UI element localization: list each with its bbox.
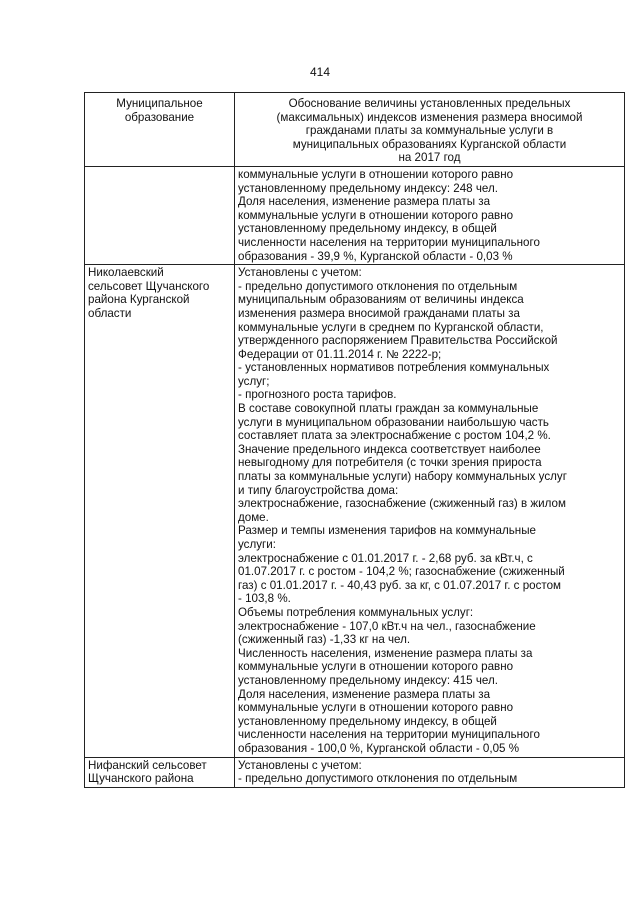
text-line: - предельно допустимого отклонения по отдельным <box>238 772 518 786</box>
text-line: услуги: <box>238 538 276 551</box>
text-line: коммунальные услуги в отношении которого равно <box>238 167 514 181</box>
text-line: 01.07.2017 г. с ростом - 104,2 %; газоснабжение (сжиженный <box>238 565 565 579</box>
municipality-line: Щучанского района <box>88 772 194 786</box>
text-line: услуг; <box>238 374 270 388</box>
text-line: Федерации от 01.11.2014 г. № 2222-р; <box>238 347 442 361</box>
text-line: коммунальные услуги в отношении которого равно <box>238 660 514 674</box>
header-col2-line: Обоснование величины установленных предельных <box>288 97 571 110</box>
header-col1-line: образование <box>124 110 195 124</box>
text-line: электроснабжение, газоснабжение (сжиженный газ) в жилом <box>238 497 566 511</box>
text-line: Объемы потребления коммунальных услуг: <box>238 605 474 619</box>
justification-table <box>84 92 625 788</box>
text-line: установленному предельному индексу: 415 чел. <box>238 673 498 687</box>
text-line: коммунальные услуги в среднем по Курганской области, <box>238 320 544 334</box>
text-line: Численность населения, изменение размера платы за <box>238 646 533 660</box>
text-line: численности населения на территории муниципального <box>238 728 540 742</box>
text-line: и типу благоустройства дома: <box>238 483 399 497</box>
text-line: Доля населения, изменение размера платы за <box>238 195 491 209</box>
text-line: доме. <box>238 510 269 524</box>
justification-cell <box>235 265 625 757</box>
municipality-cell <box>85 265 235 757</box>
text-line: установленному предельному индексу: 248 чел. <box>238 181 498 195</box>
text-line: коммунальные услуги в отношении которого равно <box>238 701 514 715</box>
header-col1-line: Муниципальное <box>116 97 203 110</box>
municipality-line: сельсовет Щучанского <box>88 279 210 293</box>
header-col2-line: гражданами платы за коммунальные услуги в <box>305 124 554 138</box>
text-line: Установлены с учетом: <box>238 758 362 772</box>
table-row <box>85 265 625 757</box>
text-line: услуги в муниципальном образовании наибольшую часть <box>238 415 549 429</box>
text-line: газ) с 01.01.2017 г. - 40,43 руб. за кг, с 01.07.2017 г. с ростом <box>238 578 561 592</box>
text-line: Доля населения, изменение размера платы за <box>238 687 491 701</box>
text-line: Размер и темпы изменения тарифов на коммунальные <box>238 524 536 538</box>
municipality-line: Николаевский <box>88 266 164 280</box>
text-line: образования - 100,0 %, Курганской области - 0,05 % <box>238 741 520 755</box>
table-header-row <box>85 93 625 167</box>
text-line: составляет плата за электроснабжение с ростом 104,2 %. <box>238 429 551 443</box>
municipality-line: Нифанский сельсовет <box>88 758 207 772</box>
header-col2-line: на 2017 год <box>398 151 461 165</box>
text-line: - 103,8 %. <box>238 592 291 606</box>
text-line: образования - 39,9 %, Курганской области - 0,03 % <box>238 249 513 263</box>
text-line: Значение предельного индекса соответствует наиболее <box>238 442 541 456</box>
municipality-cell <box>85 166 235 264</box>
text-line: изменения размера вносимой гражданами платы за <box>238 306 520 320</box>
text-line: невыгодному для потребителя (с точки зрения прироста <box>238 456 542 470</box>
text-line: В составе совокупной платы граждан за коммунальные <box>238 402 539 416</box>
text-line: муниципальным образованиям от величины индекса <box>238 293 524 307</box>
text-line: платы за коммунальные услуги) набору коммунальных услуг <box>238 470 567 484</box>
header-col2-line: (максимальных) индексов изменения размера вносимой <box>276 110 583 124</box>
text-line: коммунальные услуги в отношении которого равно <box>238 208 514 222</box>
text-line: утвержденного распоряжением Правительства Российской <box>238 334 558 348</box>
justification-cell <box>235 757 625 787</box>
text-line: численности населения на территории муниципального <box>238 235 540 249</box>
header-col2-line: муниципальных образованиях Курганской области <box>292 137 567 151</box>
text-line: Установлены с учетом: <box>238 266 362 280</box>
table-row <box>85 166 625 264</box>
text-line: - установленных нормативов потребления коммунальных <box>238 361 550 375</box>
text-line: электроснабжение с 01.01.2017 г. - 2,68 руб. за кВт.ч, с <box>238 551 533 565</box>
text-line: установленному предельному индексу, в общей <box>238 222 497 236</box>
municipality-line: области <box>88 306 132 320</box>
header-justification <box>235 93 625 167</box>
municipality-line: района Курганской <box>88 293 190 307</box>
justification-cell <box>235 166 625 264</box>
text-line: электроснабжение - 107,0 кВт.ч на чел., газоснабжение <box>238 619 536 633</box>
text-line: (сжиженный газ) -1,33 кг на чел. <box>238 633 411 647</box>
header-municipality <box>85 93 235 167</box>
text-line: - прогнозного роста тарифов. <box>238 388 397 402</box>
page-number: 414 <box>309 65 331 79</box>
text-line: - предельно допустимого отклонения по отдельным <box>238 279 518 293</box>
table-row <box>85 757 625 787</box>
text-line: установленному предельному индексу, в общей <box>238 714 497 728</box>
municipality-cell <box>85 757 235 787</box>
